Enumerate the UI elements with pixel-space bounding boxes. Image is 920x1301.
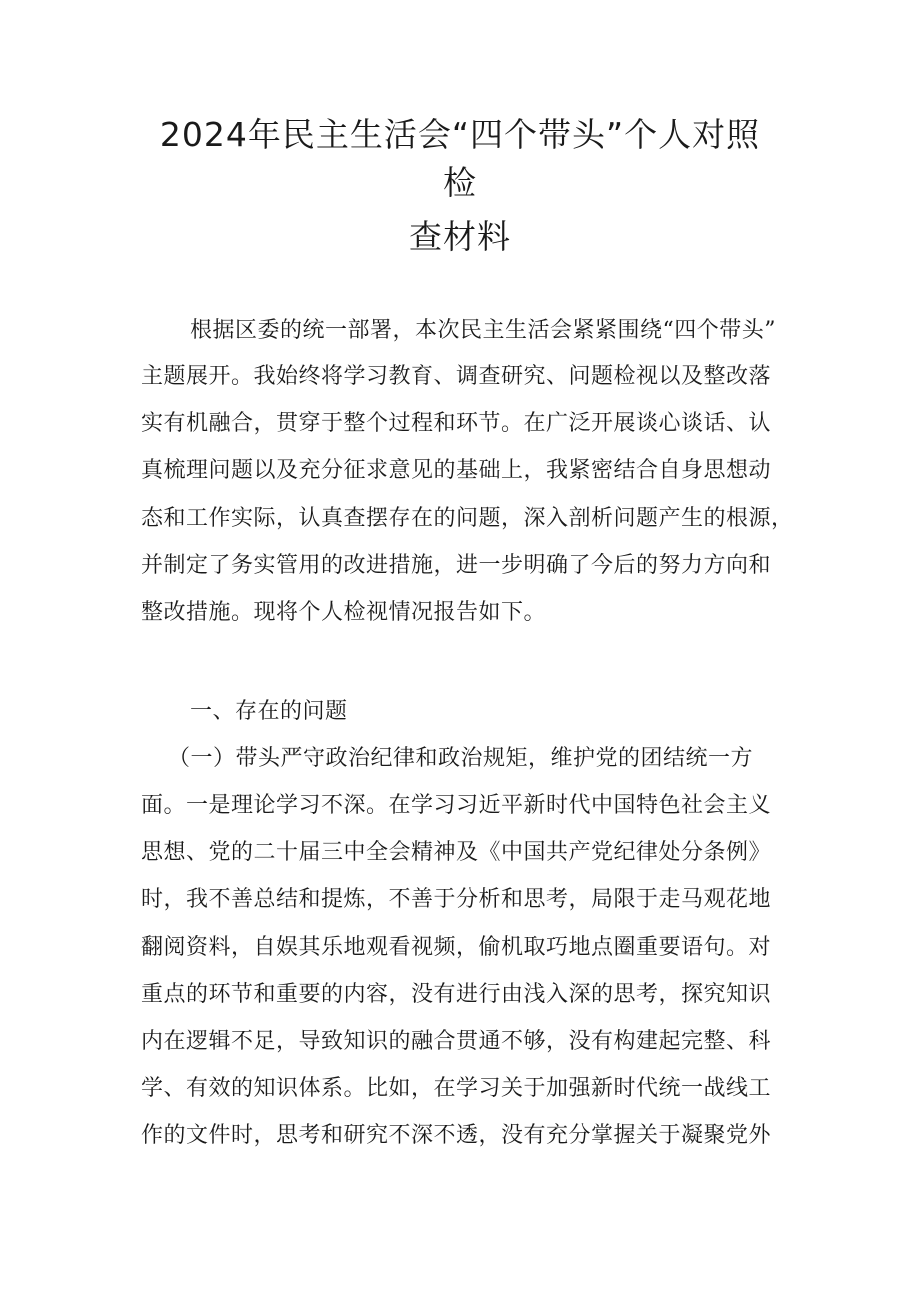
body-line-9: 作的文件时，思考和研究不深不透，没有充分掌握关于凝聚党外 <box>141 1123 772 1148</box>
document-title-line-3: 查材料 <box>409 217 511 256</box>
intro-line-5: 态和工作实际，认真查摆存在的问题，深入剖析问题产生的根源， <box>141 506 794 531</box>
body-line-2: 面。一是理论学习不深。在学习习近平新时代中国特色社会主义 <box>141 793 772 818</box>
body-line-5: 翻阅资料，自娱其乐地观看视频，偷机取巧地点圈重要语句。对 <box>141 935 772 960</box>
section-heading: 一、存在的问题 <box>190 699 348 724</box>
body-line-7: 内在逻辑不足，导致知识的融合贯通不够，没有构建起完整、科 <box>141 1029 772 1054</box>
intro-line-3: 实有机融合，贯穿于整个过程和环节。在广泛开展谈心谈话、认 <box>141 411 772 436</box>
document-title-line-1 <box>0 115 920 155</box>
intro-line-2: 主题展开。我始终将学习教育、调查研究、问题检视以及整改落 <box>141 364 772 389</box>
intro-line-7: 整改措施。现将个人检视情况报告如下。 <box>141 600 547 625</box>
intro-line-4: 真梳理问题以及充分征求意见的基础上，我紧密结合自身思想动 <box>141 458 772 483</box>
body-line-6: 重点的环节和重要的内容，没有进行由浅入深的思考，探究知识 <box>141 982 772 1007</box>
body-line-1: （一）带头严守政治纪律和政治规矩，维护党的团结统一方 <box>168 746 754 771</box>
title-text-1: 2024年民主生活会“四个带头”个人对照 <box>159 115 761 154</box>
intro-line-6: 并制定了务实管用的改进措施，进一步明确了今后的努力方向和 <box>141 553 772 578</box>
body-line-3: 思想、党的二十届三中全会精神及《中国共产党纪律处分条例》 <box>141 840 772 865</box>
intro-line-1: 根据区委的统一部署，本次民主生活会紧紧围绕“四个带头” <box>190 318 776 343</box>
body-line-4: 时，我不善总结和提炼，不善于分析和思考，局限于走马观花地 <box>141 887 772 912</box>
body-line-8: 学、有效的知识体系。比如，在学习关于加强新时代统一战线工 <box>141 1076 772 1101</box>
document-title-line-2: 检 <box>443 163 477 202</box>
